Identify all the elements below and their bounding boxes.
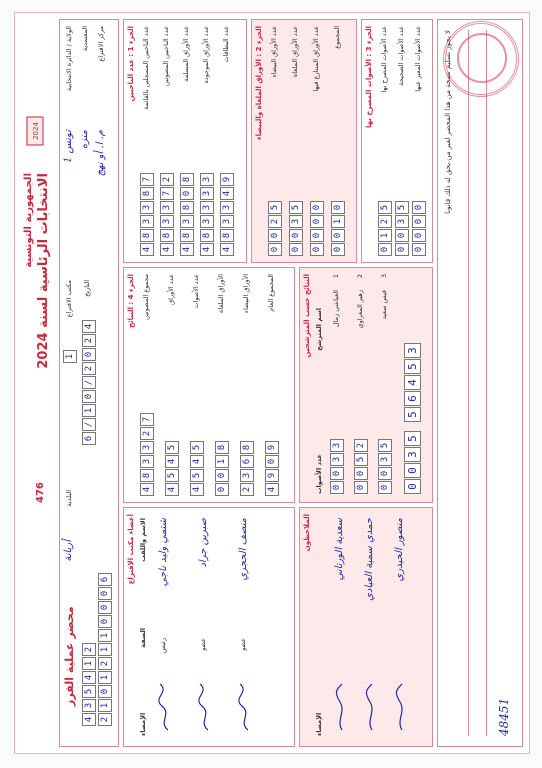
row-label: عدد البطاقات [222,26,230,63]
form-row [160,20,178,262]
row-digits [165,441,179,496]
digit-box: / [82,418,96,431]
digit-box: 5 [354,453,368,466]
form-row [215,268,238,502]
row-digits [200,173,214,256]
candidate-number: 3 [380,274,388,279]
observers-panel [299,507,433,747]
digit-box: 0 [378,467,392,480]
candidate-name: قيس سعيد [380,290,388,320]
form-row [378,20,393,262]
digit-box: 6 [404,391,421,406]
center-label: مركز الاقتراع [97,26,105,62]
digit-box: 0 [354,467,368,480]
row-label: عدد الأوراق المتنازع فيها [312,26,320,92]
digit-box: 2 [82,643,96,656]
row-digits [140,413,154,496]
footer-note: لا يجوز تسليم نسخة من هذا المحضر لغير من يحق له ذلك قانونا [444,30,452,214]
center-code-digits [98,573,112,726]
digit-box: 4 [265,483,279,496]
row-digits [395,201,409,256]
delegation-value: منزه [79,130,90,150]
digit-box: 8 [140,187,154,200]
digit-box: 4 [165,483,179,496]
digit-box: 0 [268,243,282,256]
digit-box: 0 [331,243,345,256]
row-digits [215,441,229,496]
digit-box: 3 [220,215,234,228]
row-label: الأوراق البيضاء [242,274,250,314]
section-2-title: الجزء 2 : الأوراق الملغاة والبيضاء [255,26,263,141]
digit-box: 0 [395,229,409,242]
form-row [289,20,308,262]
digit-box: 5 [378,439,392,452]
digit-box: 0 [378,481,392,494]
form-row [268,20,287,262]
candidates-title: النتائج حسب المترشحين [303,274,311,358]
members-sign-label: الإمضاء [139,712,147,736]
footer-code: 48451 [497,697,511,736]
digit-box: 3 [140,455,154,468]
digit-box: 0 [412,215,426,228]
isie-logo [23,113,53,149]
signature-mark [392,682,414,732]
office-label: مكتب الاقتراع [65,280,73,318]
digit-box: 8 [220,229,234,242]
digit-box: 3 [160,215,174,228]
digit-box: 1 [98,671,112,684]
row-label: عدد الأوراق [167,274,175,305]
section-1-panel [123,19,247,263]
page-number: 476 [35,482,46,503]
digit-box: 0 [98,685,112,698]
section-3-panel [361,19,433,263]
date-label: التاريخ [83,280,91,297]
digit-box: 0 [289,229,303,242]
digit-box: 1 [82,404,96,417]
form-row [395,20,410,262]
candidate-name: زهير المغزاوي [356,290,364,329]
observers-sign-label: الإمضاء [315,712,323,736]
digit-box: 1 [98,629,112,642]
form-row [140,20,158,262]
form-row [200,20,218,262]
row-digits [190,441,204,496]
row-digits [289,201,303,256]
digit-box: 0 [265,455,279,468]
digit-box: 0 [412,201,426,214]
members-panel [123,507,295,747]
candidates-header-votes: عدد الأصوات [315,454,323,494]
digit-box: 4 [404,375,421,390]
logo-icon [23,113,53,149]
row-label: عدد الأصوات الصحيحة [397,26,405,86]
top-codes [82,643,96,726]
candidate-votes [378,439,392,494]
delegation-label: المعتمدية [81,26,89,52]
digit-box: 4 [180,243,194,256]
digit-box: 0 [331,229,345,242]
members-role-label: الصفة [139,628,147,648]
candidates-digits-bottom [404,343,421,422]
digit-box: 2 [82,334,96,347]
digit-box: 9 [265,441,279,454]
digit-box: 3 [395,215,409,228]
row-label: عدد الأوراق البيضاء [270,26,278,78]
digit-box: 0 [215,483,229,496]
members-title: أعضاء مكتب الاقتراع [127,514,135,585]
date-digits [82,320,96,445]
election-title: الانتخابات الرئاسية لسنة 2024 [36,173,51,369]
section-4-panel [123,267,295,503]
digit-box: 3 [140,215,154,228]
row-digits [310,201,324,256]
digit-box: 0 [180,187,194,200]
footer-panel [437,19,523,747]
digit-box: 2 [98,713,112,726]
republic-title: الجمهورية التونسية [23,173,34,268]
observer-name: حمدي سمية العيادي [364,518,375,601]
row-label: الأوراق الملغاة [217,274,225,313]
form-row [310,20,329,262]
digit-box: 5 [404,431,421,446]
section-4-title: الجزء 4 : النتائج [127,274,135,329]
form-row [265,268,288,502]
digit-box: 3 [140,441,154,454]
digit-box: 3 [289,215,303,228]
digit-box: 0 [404,479,421,494]
digit-box: 0 [412,243,426,256]
digit-box: 0 [268,229,282,242]
candidates-header-name: اسم المترشح [315,308,323,351]
row-digits [140,173,154,256]
row-digits [268,201,282,256]
digit-box: 3 [330,439,344,452]
digit-box: 8 [180,229,194,242]
digit-box: 1 [98,699,112,712]
form-sheet [14,12,530,754]
digit-box: 0 [404,463,421,478]
digit-box: 0 [215,469,229,482]
form-row [240,268,263,502]
digit-box: 3 [200,201,214,214]
row-label: عدد الأوراق المسلمة [182,26,190,82]
observer-name: سعدية الورتاني [334,518,345,581]
digit-box: 5 [82,685,96,698]
digit-box: 0 [354,481,368,494]
digit-box: 3 [160,201,174,214]
digit-box: 0 [289,243,303,256]
digit-box: 4 [82,713,96,726]
digit-box: 4 [82,671,96,684]
digit-box: 4 [220,187,234,200]
digit-box: 8 [160,229,174,242]
digit-box: 1 [98,643,112,656]
digit-box: 8 [240,441,254,454]
row-label: عدد الناخبين المسجلين بالقائمة [142,26,150,110]
digit-box: 3 [404,343,421,358]
digit-box: 0 [82,390,96,403]
digit-box: 3 [404,447,421,462]
digit-box: 4 [190,455,204,468]
official-stamp-inner [457,33,507,83]
row-digits [265,441,279,496]
form-title: محضر عملية الفرز [63,606,76,706]
digit-box: 4 [140,243,154,256]
digit-box: 3 [200,215,214,228]
digit-box: 1 [215,455,229,468]
section-3-title: الجزء 3 : الأصوات المصرح بها [365,26,373,128]
row-label: عدد الأوراق الملغاة [291,26,299,78]
form-row [165,268,188,502]
digit-box: 5 [404,359,421,374]
row-digits [331,201,345,256]
digit-box: 0 [330,481,344,494]
section-2-panel [251,19,357,263]
digit-box: 3 [240,469,254,482]
digit-box: 3 [220,201,234,214]
digit-box: 8 [140,229,154,242]
digit-box: 5 [190,441,204,454]
digit-box: 0 [310,229,324,242]
digit-box: 2 [140,427,154,440]
digit-box: 9 [265,469,279,482]
digit-box: 9 [220,173,234,186]
signature-mark [362,682,384,732]
observers-title: الملاحظون [303,514,311,552]
section-1-title: الجزء 1 : عدد الناخبين [127,26,135,102]
signature-mark [156,682,178,732]
digit-box: 2 [98,657,112,670]
digit-box: 4 [220,243,234,256]
digit-box: 8 [180,201,194,214]
digit-box: 6 [98,573,112,586]
digit-box: 0 [412,229,426,242]
digit-box: 6 [82,432,96,445]
digit-box: 0 [378,243,392,256]
form-row [412,20,427,262]
row-label: المجموع [333,26,341,49]
digit-box: 8 [215,441,229,454]
row-label: مجموع المصوتين [142,274,150,320]
center-value: م. ا. أو نهج [95,130,106,177]
digit-box: 4 [82,320,96,333]
digit-box: 1 [82,657,96,670]
candidate-name: العياشي زمال [332,290,340,328]
digit-box: 7 [140,413,154,426]
row-digits [220,173,234,256]
signature-mark [332,682,354,732]
digit-box: 6 [240,455,254,468]
digit-box: 0 [310,215,324,228]
digit-box: 4 [200,243,214,256]
form-row [190,268,213,502]
digit-box: 0 [82,348,96,361]
digit-box: 2 [268,215,282,228]
digit-box: 8 [180,173,194,186]
governorate-label: الولاية / الدائرة الانتخابية [65,26,73,92]
digit-box: 5 [268,201,282,214]
member-name: صبرين جراد [198,518,209,568]
digit-box: / [82,376,96,389]
digit-box: 2 [82,362,96,375]
digit-box: 2 [378,215,392,228]
member-role: عضو [199,638,207,651]
digit-box: 3 [140,201,154,214]
digit-box: 5 [190,469,204,482]
digit-box: 5 [395,201,409,214]
member-name: منصف الحجري [238,518,249,581]
digit-box: 2 [160,173,174,186]
row-digits [378,201,392,256]
form-row [331,20,350,262]
row-label: عدد الأصوات المعبر عنها [414,26,422,92]
candidate-votes [354,439,368,494]
candidate-votes [330,439,344,494]
digit-box: 3 [180,215,194,228]
row-label: عدد الأوراق الموجودة [202,26,210,84]
row-digits [180,173,194,256]
form-row [140,268,163,502]
svg-text:2024: 2024 [32,122,40,140]
digit-box: 2 [354,439,368,452]
candidate-number: 1 [332,274,340,279]
digit-box: 5 [289,201,303,214]
digit-box: 0 [331,201,345,214]
digit-box: 3 [200,187,214,200]
candidates-digits-top [404,431,421,494]
municipality-label: البلدية [65,490,73,507]
member-name: شتمي وليد ناجي [158,518,169,587]
members-name-label: الاسم واللقب [139,518,147,562]
digit-box: 4 [165,455,179,468]
office-number-box [63,350,77,363]
digit-box: 0 [98,587,112,600]
header-panel [59,19,119,747]
digit-box: 3 [378,453,392,466]
digit-box: 1 [378,229,392,242]
member-role: رئيس [159,638,167,654]
digit-box: 3 [330,453,344,466]
digit-box: 8 [200,229,214,242]
digit-box: 7 [140,173,154,186]
digit-box: 0 [395,243,409,256]
candidate-number: 2 [356,274,364,279]
digit-box: 0 [98,601,112,614]
candidates-panel [299,267,433,503]
digit-box: 4 [140,483,154,496]
member-role: عضو [239,638,247,651]
row-digits [160,173,174,256]
municipality-value: أريانة [63,540,74,562]
form-row [180,20,198,262]
digit-box: 5 [404,407,421,422]
row-label: عدد الأصوات [192,274,200,309]
digit-box: 5 [165,469,179,482]
row-label: عدد الناخبين المصوتين [162,26,170,87]
digit-box: 7 [160,187,174,200]
digit-box: 0 [310,243,324,256]
digit-box: 0 [330,467,344,480]
digit-box: 8 [140,469,154,482]
digit-box: 4 [190,483,204,496]
digit-box: 4 [160,243,174,256]
signature-mark [196,682,218,732]
digit-box: 2 [240,483,254,496]
digit-box: 1 [63,350,77,363]
observer-name: منصور الحيدري [394,518,405,582]
row-digits [240,441,254,496]
digit-box: 5 [165,441,179,454]
digit-box: 0 [98,615,112,628]
row-digits [412,201,426,256]
signature-mark [236,682,258,732]
row-label: عدد الأصوات المصرح بها [380,26,388,93]
form-row [220,20,238,262]
digit-box: 5 [378,201,392,214]
governorate-value: تونس 1 [63,130,74,164]
digit-box: 3 [200,173,214,186]
digit-box: 3 [82,699,96,712]
row-label: المجموع العام [267,274,275,312]
digit-box: 1 [331,215,345,228]
digit-box: 0 [310,201,324,214]
